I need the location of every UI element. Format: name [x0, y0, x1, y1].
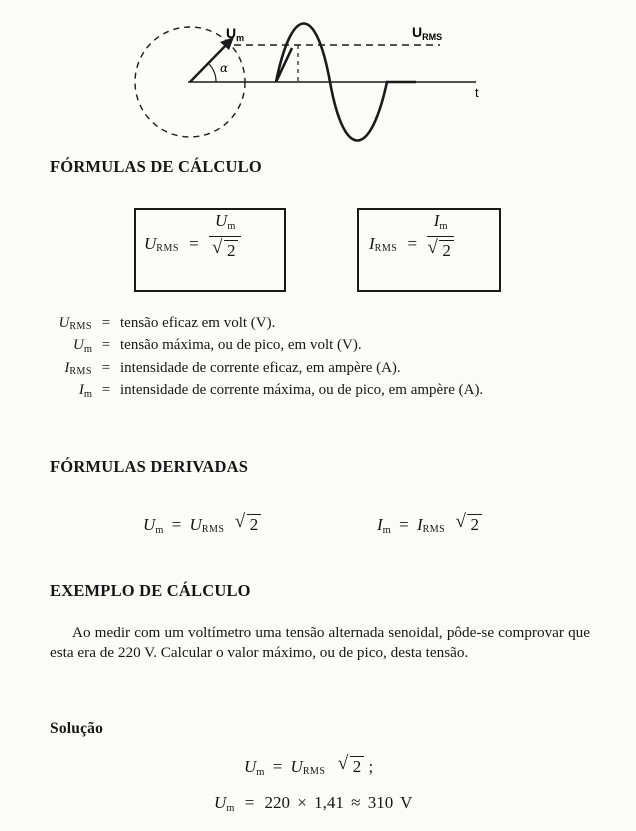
derived-um-formula: $U_m$ = URMS √ 2 — [143, 515, 261, 536]
urms-label: $U_{RMS}$ — [412, 24, 443, 42]
symbol-definitions — [40, 314, 483, 404]
definition-row: $U_m$ = tensão máxima, ou de pico, em volt (V). — [72, 337, 362, 355]
derived-im-formula: $I_m$ = IRMS √ 2 — [377, 515, 482, 536]
definition-row: $I_m$ = intensidade de corrente máxima, ou de pico, em ampère (A). — [78, 382, 484, 400]
solution-heading: Solução — [50, 720, 104, 737]
definition-row: IRMS = intensidade de corrente eficaz, em ampère (A). — [64, 360, 401, 377]
angle-arc — [209, 64, 216, 82]
example-heading: EXEMPLO DE CÁLCULO — [50, 581, 251, 600]
urms-formula-box — [134, 208, 286, 292]
calc-formulas-heading: FÓRMULAS DE CÁLCULO — [50, 157, 262, 176]
example-paragraph: Ao medir com um voltímetro uma tensão alternada senoidal, pôde-se comprovar que esta era de 220 V. Calcular o valor máximo, ou de pico, desta tensão. — [50, 624, 590, 661]
solution-line-2: $U_m = 220 \times 1,41 \approx 310$ V — [214, 793, 413, 814]
definition-row: URMS = tensão eficaz em volt (V). — [58, 315, 276, 332]
sinewave-phasor-diagram — [120, 18, 490, 146]
alpha-label: α — [220, 61, 229, 75]
um-label: $U_m$ — [226, 25, 245, 43]
irms-formula-box — [357, 208, 501, 292]
sine-end-segment — [387, 59, 420, 82]
solution-line-1: $U_m$ = URMS √ 2 ; — [244, 753, 374, 778]
t-label: t — [475, 85, 479, 100]
urms-formula: URMS = $U_m$ √ 2 — [144, 229, 241, 261]
derived-formulas-heading: FÓRMULAS DERIVADAS — [50, 457, 249, 476]
irms-formula: IRMS = $I_m$ √ 2 — [369, 229, 454, 261]
